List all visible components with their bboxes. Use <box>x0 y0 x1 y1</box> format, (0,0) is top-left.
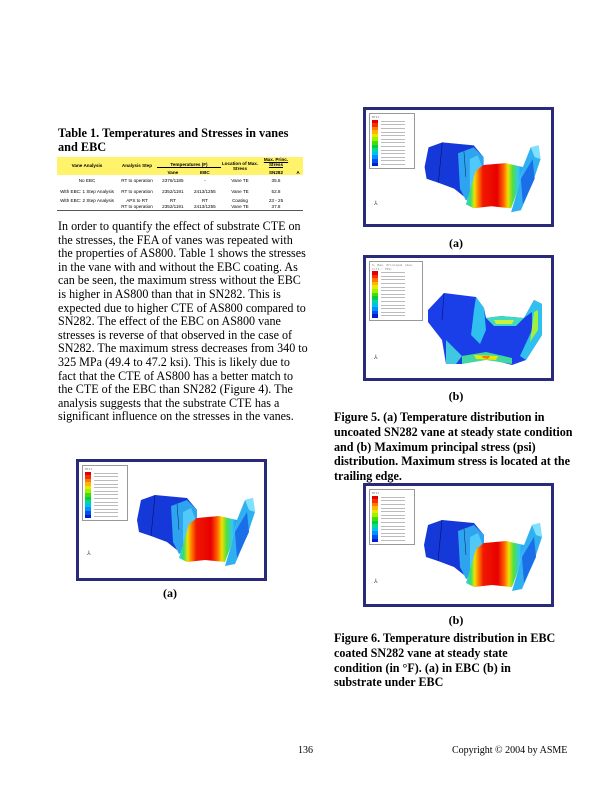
page-number: 136 <box>298 745 313 756</box>
cell: 2376/1185 <box>162 177 184 183</box>
cell: Coating <box>232 197 248 203</box>
axis-triad-icon: ⅄ <box>374 201 378 207</box>
axis-triad-icon: ⅄ <box>87 551 91 557</box>
figure-6-caption: Figure 6. Temperature distribution in EBC coated SN282 vane at steady state condition (in °F). (a) in EBC (b) in substrate under EBC <box>334 631 556 690</box>
cell <box>293 197 303 204</box>
axis-triad-icon: ⅄ <box>374 579 378 585</box>
table-row <box>57 197 303 204</box>
cell: 35.5 <box>271 177 281 183</box>
cell: No EBC <box>78 177 96 183</box>
col-as800-partial: A <box>293 167 303 175</box>
figure-5a <box>363 107 554 227</box>
max-princ-label: Max. Princ. Stress <box>263 157 289 167</box>
cell: 2413/1255 <box>194 188 216 194</box>
cell <box>293 175 303 186</box>
cell: 2413/1255 <box>189 204 221 211</box>
figure-left-a <box>76 459 267 581</box>
cell: With EBC: 1 Step Analysis <box>60 188 114 194</box>
cell: RT <box>169 197 176 203</box>
legend-title: NT11 <box>372 115 380 119</box>
vane-stress-plot <box>366 258 551 378</box>
cell <box>293 186 303 197</box>
table-row <box>57 186 303 197</box>
col-temperatures <box>157 157 221 167</box>
copyright: Copyright © 2004 by ASME <box>452 745 568 756</box>
table-title: Table 1. Temperatures and Stresses in vanes and EBC <box>58 126 289 154</box>
figure-6b <box>363 483 554 607</box>
vane-contour-plot <box>79 462 264 578</box>
temperatures-label: Temperatures (F) <box>170 161 208 167</box>
col-sn282: SN282 <box>259 167 293 175</box>
col-as800 <box>293 157 303 167</box>
cell: RT to operation <box>117 204 157 211</box>
cell: 52.8 <box>271 188 281 194</box>
cell <box>293 204 303 211</box>
col-vane-analysis: Vane Analysis <box>57 157 117 175</box>
vane-contour-plot <box>366 110 551 224</box>
cell: RT <box>201 197 208 203</box>
cell: - <box>204 177 206 183</box>
table-row <box>57 175 303 186</box>
cell <box>57 204 117 211</box>
cell: 2352/1191 <box>157 204 189 211</box>
col-analysis-step: Analysis Step <box>117 157 157 175</box>
figure-5-caption: Figure 5. (a) Temperature distribution in uncoated SN282 vane at steady state condition and (b) Maximum principal stress (psi) distribution. Maximum stress is located at the trailing edge. <box>334 410 573 484</box>
cell: With EBC: 2 Step Analysis <box>60 197 114 203</box>
col-ebc: EBC <box>189 167 221 175</box>
cell: 2352/1191 <box>162 188 184 194</box>
axis-triad-icon: ⅄ <box>374 355 378 361</box>
body-paragraph: In order to quantify the effect of substrate CTE on the stresses, the FEA of vanes was repeated with the properties of AS800. Table 1 shows the stresses in the vane with and without the EBC coating. As can be seen, the maximum stress without the EBC is higher in AS800 than that in SN282. This is expected due to higher CTE of AS800 compared to SN282. The effect of the EBC on AS800 vane stresses is reverse of that observed in the case of SN282. The maximum stress decreases from 340 to 325 MPa (49.4 to 47.2 ksi). This is likely due to fact that the CTE of AS800 has a better match to the CTE of the EBC than SN282 (Figure 4). The analysis suggests that the substrate CTE has a significant influence on the stresses in the vanes. <box>58 219 308 424</box>
cell: 37.8 <box>259 204 293 211</box>
cell: RT to operation <box>121 177 153 183</box>
cell: 23 - 25 <box>268 197 284 203</box>
cell: RT to operation <box>121 188 153 194</box>
vane-contour-plot <box>366 486 551 604</box>
legend-title: S, Max. Principal (Ave. Crit.: 75%) <box>372 263 414 271</box>
legend-title: NT11 <box>85 467 93 471</box>
col-vane: Vane <box>157 167 189 175</box>
data-table <box>57 157 303 211</box>
figure-5b <box>363 255 554 381</box>
figure-label: (a) <box>163 586 177 600</box>
cell: APS to RT <box>126 197 148 203</box>
cell: Vane TE <box>221 204 259 211</box>
legend-title: NT11 <box>372 491 380 495</box>
table-row <box>57 204 303 211</box>
col-location: Location of Max. Stress <box>221 157 259 175</box>
cell: Vane TE <box>231 177 249 183</box>
figure-label: (a) <box>449 236 463 250</box>
cell: Vane TE <box>231 188 249 194</box>
col-max-princ <box>259 157 293 167</box>
figure-label: (b) <box>448 389 464 403</box>
figure-label: (b) <box>448 613 464 627</box>
